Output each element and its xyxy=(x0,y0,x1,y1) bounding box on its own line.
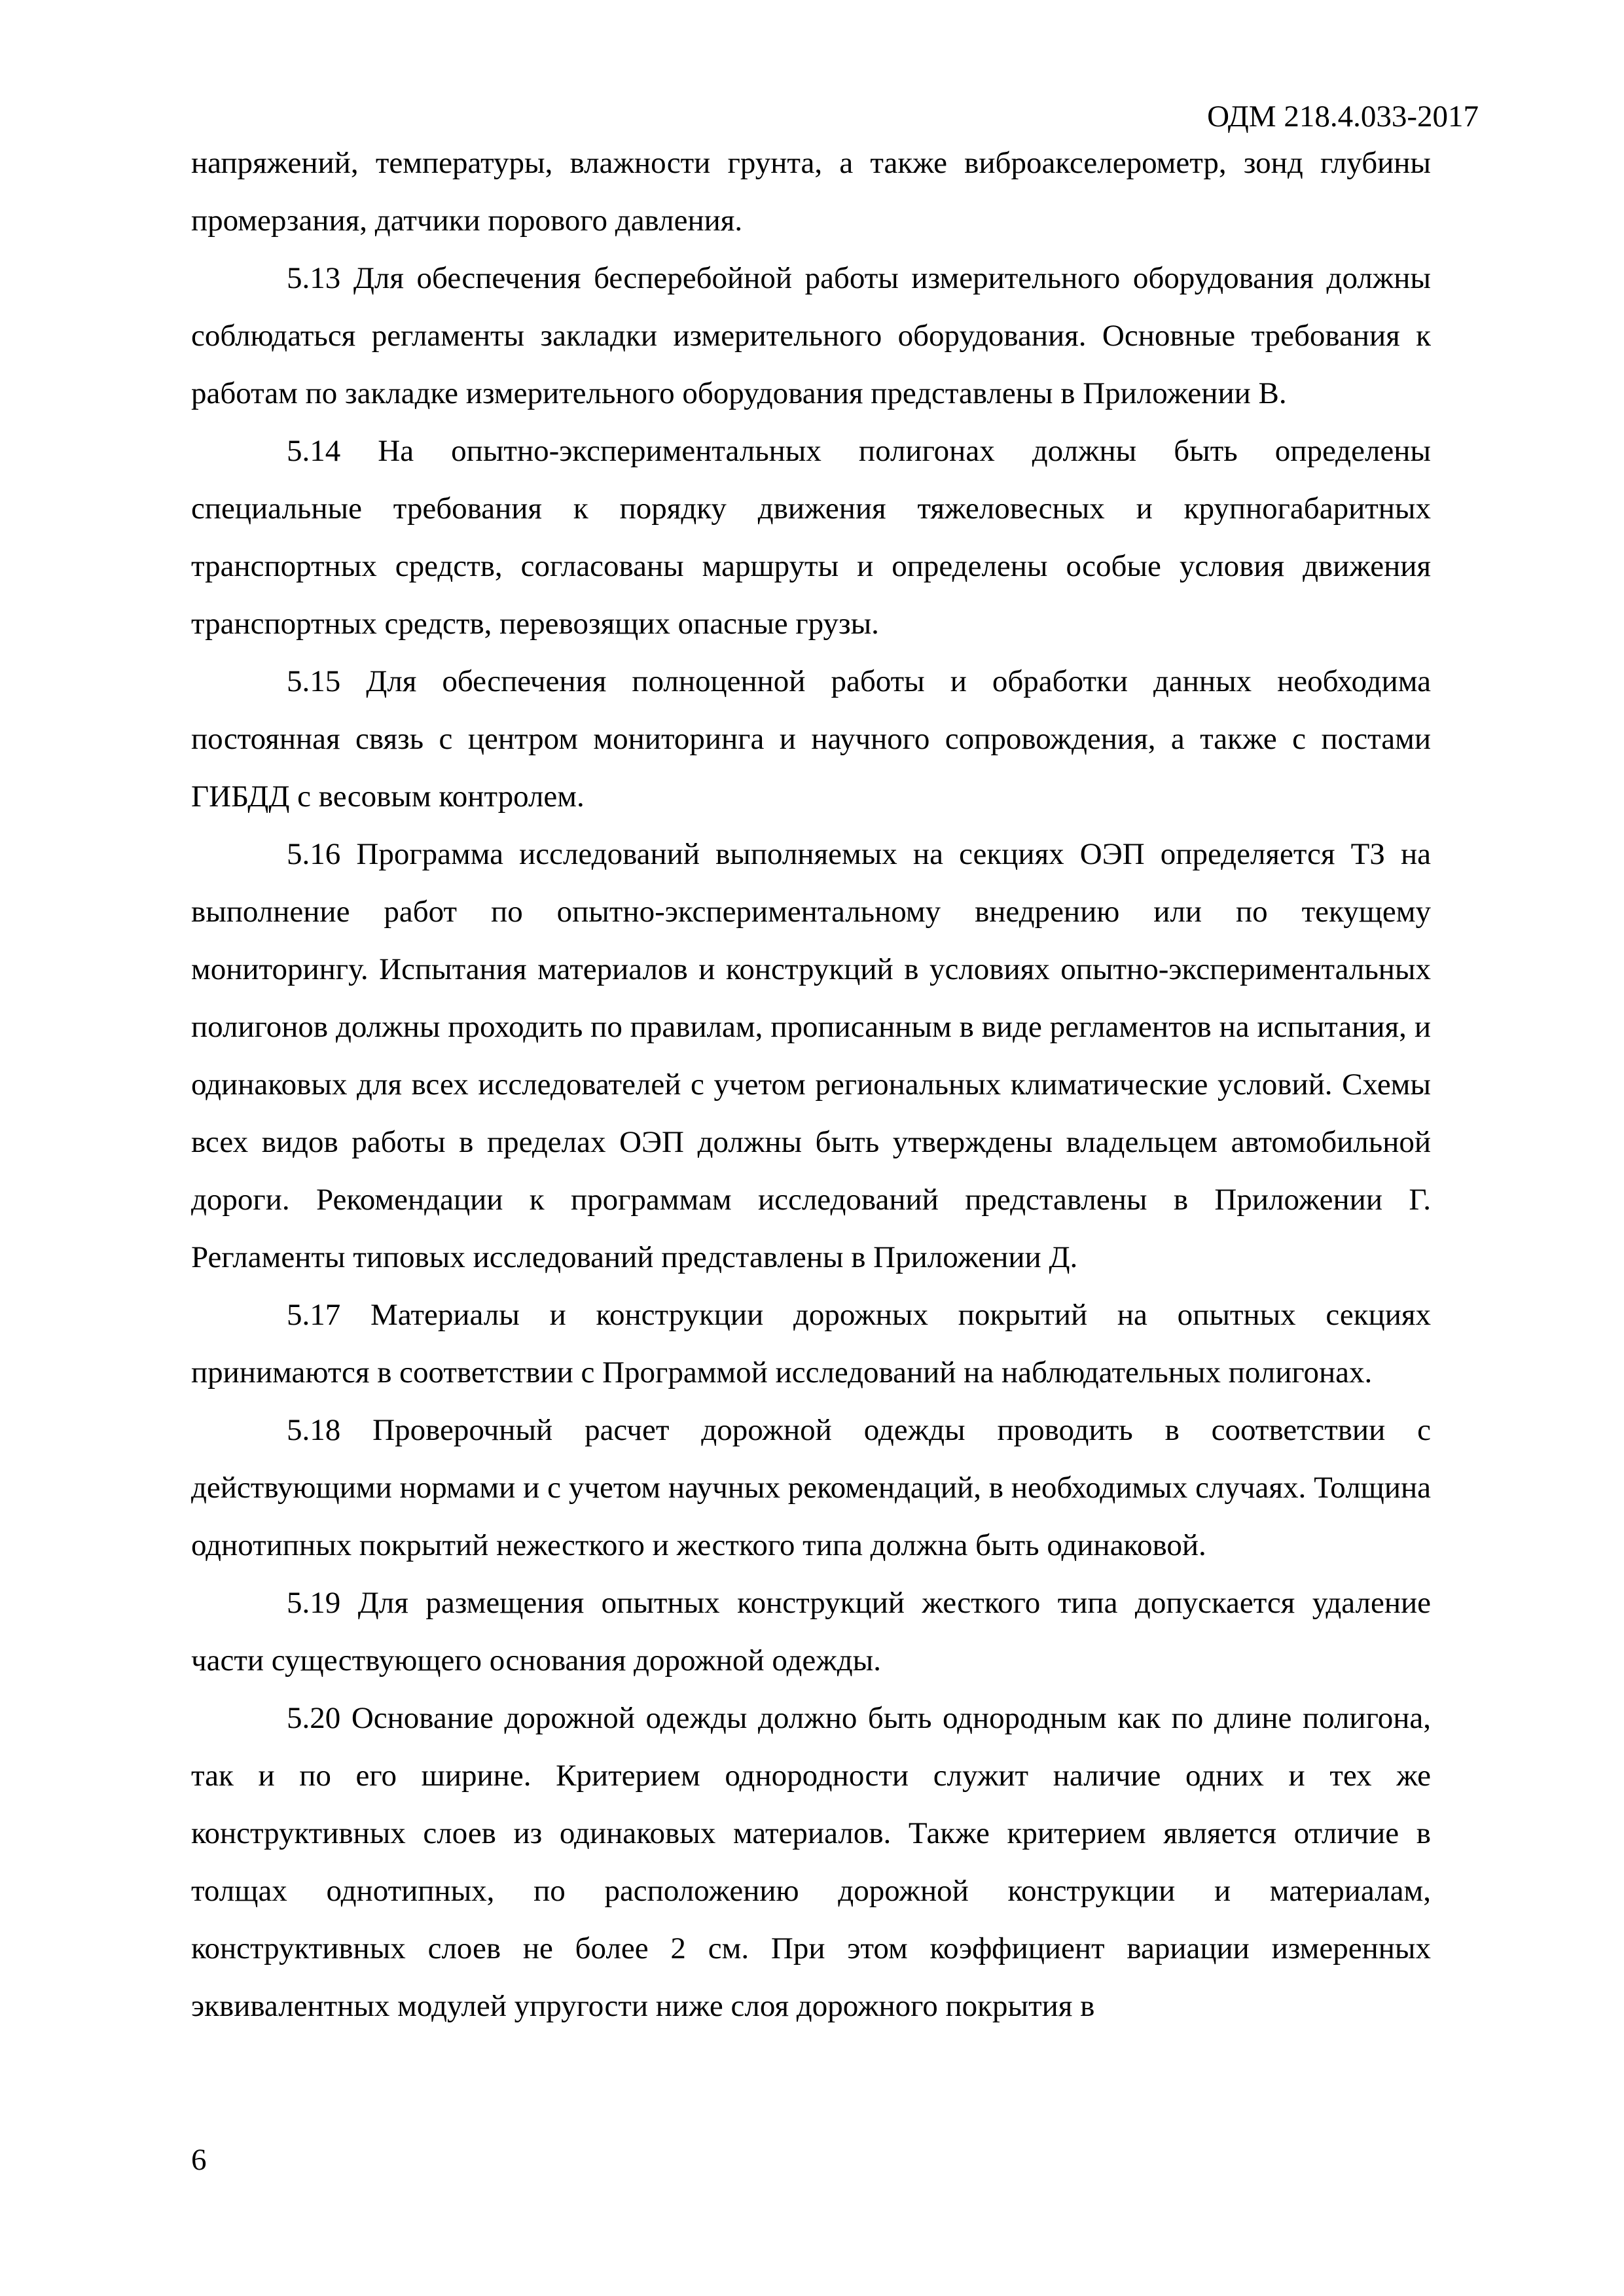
paragraph-5-20: 5.20 Основание дорожной одежды должно быть однородным как по длине полигона, так и по его ширине. Критерием однородности служит наличие одних и тех же конструктивных слоев из одинаковых материалов. Также критерием является отличие в толщах однотипных, по расположению дорожной конструкции и материалам, конструктивных слоев не более 2 см. При этом коэффициент вариации измеренных эквивалентных модулей упругости ниже слоя дорожного покрытия в xyxy=(191,1701,1431,2023)
paragraph-continuation: напряжений, температуры, влажности грунта, а также виброакселерометр, зонд глубины промерзания, датчики порового давления. xyxy=(191,146,1431,238)
page-number: 6 xyxy=(191,2143,207,2177)
paragraph-5-13: 5.13 Для обеспечения бесперебойной работы измерительного оборудования должны соблюдаться регламенты закладки измерительного оборудования. Основные требования к работам по закладке измерительного оборудования представлены в Приложении В. xyxy=(191,261,1431,410)
paragraph-5-16: 5.16 Программа исследований выполняемых на секциях ОЭП определяется ТЗ на выполнение работ по опытно-экспериментальному внедрению или по текущему мониторингу. Испытания материалов и конструкций в условиях опытно-экспериментальных полигонов должны проходить по правилам, прописанным в виде регламентов на испытания, и одинаковых для всех исследователей с учетом региональных климатические условий. Схемы всех видов работы в пределах ОЭП должны быть утверждены владельцем автомобильной дороги. Рекомендации к программам исследований представлены в Приложении Г. Регламенты типовых исследований представлены в Приложении Д. xyxy=(191,837,1431,1274)
paragraph-5-18: 5.18 Проверочный расчет дорожной одежды проводить в соответствии с действующими нормами и с учетом научных рекомендаций, в необходимых случаях. Толщина однотипных покрытий нежесткого и жесткого типа должна быть одинаковой. xyxy=(191,1413,1431,1562)
paragraph-5-14: 5.14 На опытно-экспериментальных полигонах должны быть определены специальные требования к порядку движения тяжеловесных и крупногабаритных транспортных средств, согласованы маршруты и определены особые условия движения транспортных средств, перевозящих опасные грузы. xyxy=(191,434,1431,641)
document-code-header: ОДМ 218.4.033-2017 xyxy=(1207,99,1479,134)
paragraph-5-15: 5.15 Для обеспечения полноценной работы и обработки данных необходима постоянная связь с центром мониторинга и научного сопровождения, а также с постами ГИБДД с весовым контролем. xyxy=(191,664,1431,814)
body-text xyxy=(191,134,1431,2035)
paragraph-5-17: 5.17 Материалы и конструкции дорожных покрытий на опытных секциях принимаются в соответствии с Программой исследований на наблюдательных полигонах. xyxy=(191,1298,1431,1390)
paragraph-5-19: 5.19 Для размещения опытных конструкций жесткого типа допускается удаление части существующего основания дорожной одежды. xyxy=(191,1586,1431,1677)
